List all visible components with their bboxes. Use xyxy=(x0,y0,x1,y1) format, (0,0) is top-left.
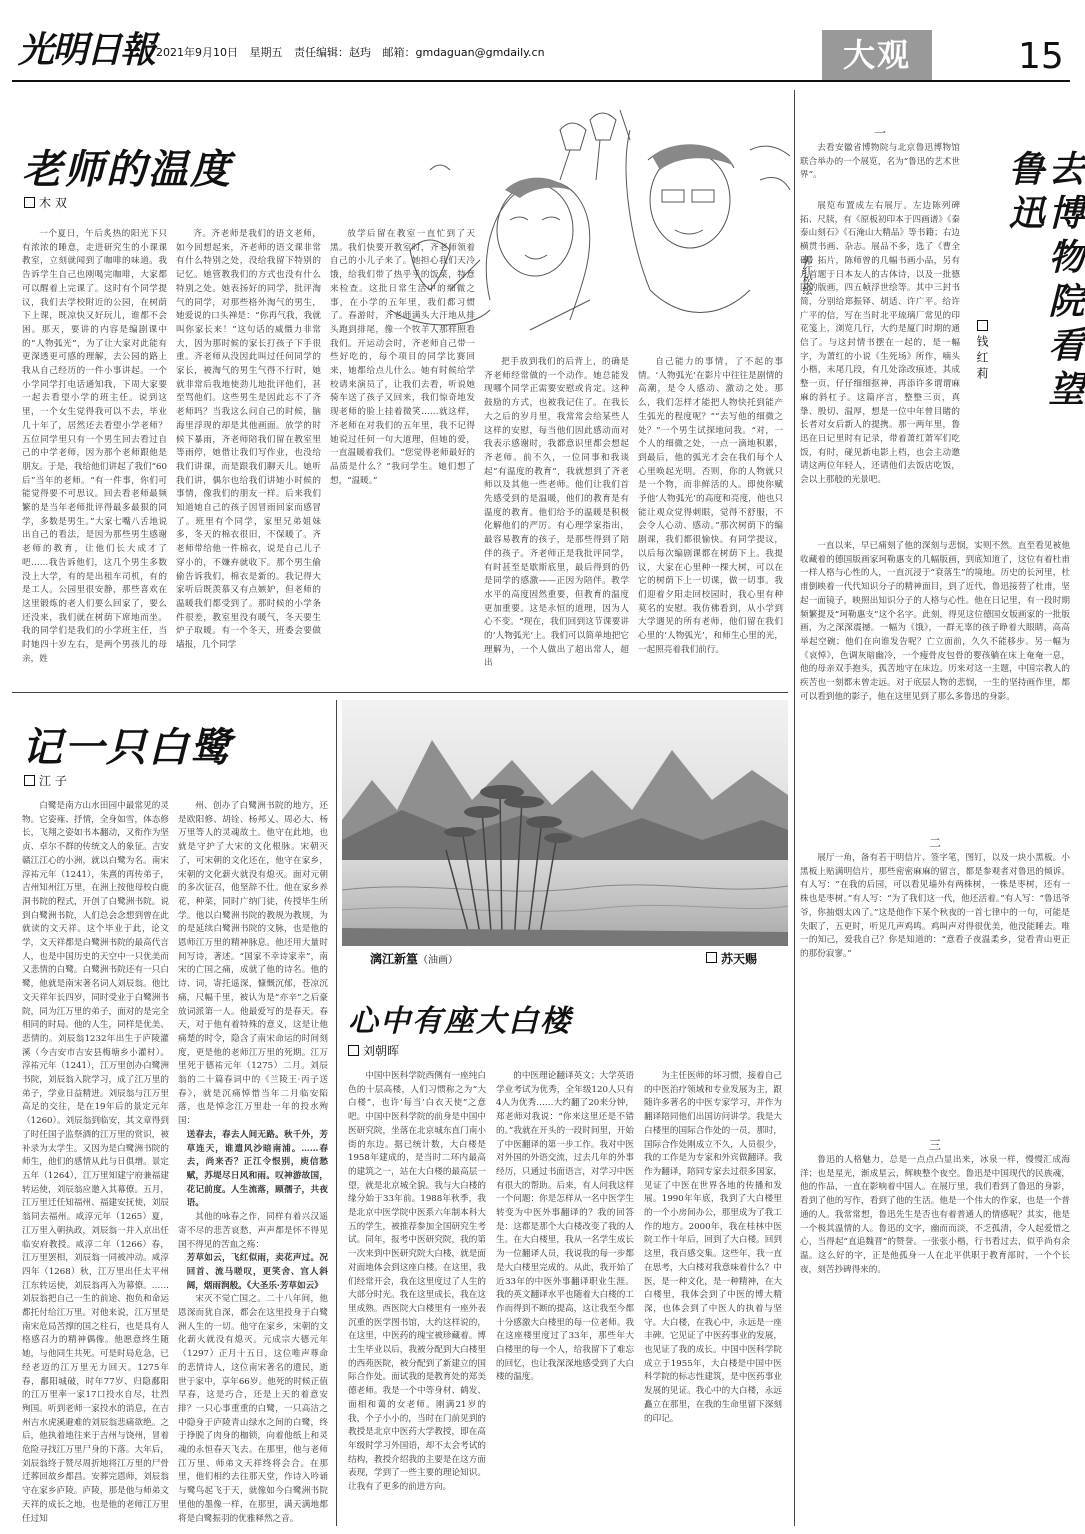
issue-date: 2021年9月10日 xyxy=(156,46,238,59)
article4-byline xyxy=(974,320,991,383)
article4-column-a: 展览布置成左右展厅。左边陈列碑拓、尺牍，有《原板初印本于四画谱》《秦泰山刻石》《石淹山大精品》等书籍；右边横贯书画、杂志。展品不多，选了《曹全碑》拓片，陈师曾的几幅书画小品，另有几首题于日本友人的古体诗，以及一批德国的版画，四五帧浮世绘等。其中三封书简，分别给郑振铎、胡适、许广平。给许广平的信，写在当时北平琉璃厂常见的印花笺上，浏览几行，大约是厦门时期的通信了。与这封情书摆在一起的，是一幅字，为萧红的小说《生死场》所作，喃头小楷，末尾几段，有几处涂改痕迹，其成整一页，仔仔细细抠神，再添许多谓谓麻麻的斜杠子。这篇序言，整整三页，真挚、殷切、温厚，想是一位中年曾目睹的长者对女后新人的提携。那一两年里，鲁迅在日记里时有记录，带着萧红萧军们吃饭，有时，碰见新电影上档，也会主动邀请这两位年轻人，还请他们去饭店吃饭，会以上那般的光景吧。 xyxy=(800,201,960,486)
painting-artist-credit xyxy=(706,950,757,967)
editor-email: 邮箱：gmdaguan@gmdaily.cn xyxy=(382,46,545,59)
article2-column-1: 白鹭是南方山水田园中最常见的灵物。它姿雍、抒情，全身如雪，体态修长，飞翔之姿如书本翻动，又衔作为坚贞、卓尔不群的传统文人的象征。吉安赣江江心的小洲，就以白鹭为名。南宋淳祐元年（1241），朱熹的再传弟子，吉州知州江万里，在洲上按他母校白鹿洞书院的程式，开创了白鹭洲书院。说到白鹭洲书院，人们总会念想到曾在此就读的文天祥。这个毕业于此，论文学，文天祥都是白鹭洲书院的最高代言人，也是中国历史的天空中一只优美而又悲情的白鹭。白鹭洲书院还有一只白鹭，他就是南宋著名词人刘辰翁。他比文天祥年长四岁，同时受业于白鹭洲书院，同为江万里的弟子，面对的是完全相同的时局。他的人生，同样是优美、悲情的。刘辰翁1232年出生于庐陵灌溪（今吉安市吉安县梅塘乡小灌村）。淳祐元年（1241），江万里创办白鹭洲书院，刘辰翁入院学习，成了江万里的弟子，学业日益精进。刘辰翁与江万里高足的交往，是在19年后的景定元年（1260）。刘辰翁到临安，其文章得到了时任国子监祭酒的江万里的赏识，被补录为太学生。又因为是白鹭洲书院的师生，他们的感情从此与日俱增。景定五年（1264），江万里知建宁府兼福建转运使，刘辰翁应邀入其幕僚。五月，江万里迁任知福州、福建安抚使，刘辰翁同去福州。咸淳元年（1265）夏，江万里入朝执政，刘辰翁一并入京出任临安府教授。咸淳二年（1266）春，江万里罢相，刘辰翁一同被冲动。咸淳四年（1268）秋，江万里出任太平州江东转运使，刘辰翁再入为幕僚。……刘辰翁把自己一生的前途、抱负和命运都托付给江万里。对他来说，江万里是南宋危局苦撑的国之柱石，也是具有人格感召力的精神偶像。他愿意终生随她，与他同生共死。可是时局危急，已经老迈的江万里无力回天。1275年春，鄱阳城破，时年77岁、归隐鄱阳的江万里率一家17口投水自尽，壮烈殉国。听到老师一家投水的消息，在吉州吉水虎溪避难的刘辰翁悲痛欲绝。之后，他执着地往来于吉州与饶州，冒着危险寻找江万里尸身的下落。大年后，刘辰翁终于赞尽周折地将江万里的尸骨迁葬回故乡都昌。安葬完恩师，刘辰翁守在家乡庐陵。庐陵，那是他与师弟文天祥的成长之地，也是他的老师江万里任过知 xyxy=(22,801,169,1524)
article1-byline xyxy=(24,194,67,211)
newspaper-logo: 光明日報 xyxy=(18,29,155,71)
article1-column-2: 齐。齐老师是我们的语文老师，如今回想起来，齐老师的语文课非常有什么特别之处，没给我留下特别的记忆。她管教我们的方式也没有什么特别之处。她表扬好的同学，批评淘气的同学，对那些格外淘气的男生，她爱说的口头禅是：“你再气我，我就叫你家长来！”这句话的威慑力非常大，因为那时候的家长打孩子下手很重。齐老师从没因此叫过任何同学的家长，被淘气的男生气得不行时，她就非常后我地使劲儿地批评他们，甚至骂他们。这些男生是因此忘不了齐老师吗？当我这么问自己的时候，脑海里浮现的却是其他画面。放学的时候下暴雨，齐老师陪我们留在教室里等雨停，她借让我们写作业，也没给我们讲课，而是跟我们聊天儿。她听我们讲，偶尔也给我们讲她小时候的事情，像我们的朋友一样。后来我们知道她自己的孩子因冒雨回家而感冒了。班里有个同学，家里兄弟姐妹多，冬天的棉衣很旧，不保暖了。齐老师带给他一件棉衣，说是自己儿子穿小的，不嫌弃就收下。那个男生偷偷告诉我们，棉衣是新的。我记得大家听后既羡慕又有点嫉妒，但老师的温暖我们都受到了。那时候的小学条件很差，教室里没有暖气，冬天要生炉子取暖。有一个冬天，班委会要做墙报，几个同学 xyxy=(176,229,321,651)
masthead-rule xyxy=(12,80,1070,82)
article1-author: 木 双 xyxy=(39,196,67,210)
article4-intro: 去看安徽省博物院与北京鲁迅博物馆联合举办的一个展览，名为“鲁迅的艺术世界”。 xyxy=(800,143,960,181)
painting-caption xyxy=(370,950,458,967)
article4-column-b: 一直以来，早已痛刻了他的深刻与悲悯，实则不然。直至看见被他收藏着的德国版画家珂勒惠支的几幅版画，到底知道了，这位有着杜甫一样人格与心性的人，一直沉浸于“衰落生”的境地。历史的长河里，杜甫倒映着一代代知识分子的精神面目，到了近代，鲁迅接替了杜甫，坚起一面镜子，映照出知识分子的人格与心性。他在日记里，有一段时期频繁提及“珂勒惠支”这个名字。此刻，得见这位德国女版画家的一批版画，为之深深震撼。一幅为《饿》，一群无辜的孩子睁着大眼睛，高高举起空碗；他们在向谁发告呢？亡立面前，久久不能移步。另一幅为《哀悼》，色调灰暗幽冷，一个瘦骨皮包骨的婴孩躺在床上奄奄一息，他的母亲双手抱头，孤苦地守在床边。历来对这一主题，中国宗教人的疾苦也一刻都未曾走远。对于底层人物的悲悯，一生的坚持画作里，都可以看到他的影子，他在这里见到了那么多鲁迅的身影。 xyxy=(800,541,1070,702)
article2-column-2: 州、创办了白鹭洲书院的地方，还是欧阳修、胡铨、杨邦乂、周必大、杨万里等人的灵魂故土。他守在此地，也就是守护了大宋的文化根脉。宋朝灭了，可宋朝的文化还在，他守在家乡，宋朝的文化薪火就没有熄灭。面对元朝的多次征召，他坚辞不仕。他在家乡养花，种菜，同时广纳门徒，传授毕生所学。他以白鹭洲书院的教规为教规，为的是延续白鹭洲书院的文脉，也是他的恩师江万里的精神脉息。他还用大量时间写诗，著述。“国家不幸诗家幸”，南宋的亡国之痛，成就了他的诗名。他的诗、词，寄托遥深，慷慨沉郁，苍凉沉痛，尺幅千里，被认为是“亦辛”之后豪放词派第一人。他最爱写的是春天。春天，对于他有着特殊的意义，这是让他痛楚的时令，隐含了南宋命运的时间刻度，更是他的老师江万里的死期。江万里死于德祐元年（1275）二月。刘辰翁的二十篇春词中的《兰陵王·丙子送春》，就是沉痛悼惜当年二月临安陷落，也是悼念江万里赴一年的投水殉国： 送春去，春去人间无路。秋千外，芳草连天，谁遣风沙暗南浦。……春去，尚来否？正江令恨别，庾信愁赋，苏堤尽日风和雨。叹神游故国，花记前度。人生流落，顾孺子，共夜语。 其他的咏春之作，同样有着兴汉遥寄不尽的悲苦哀愁，声声都是怀不得见国不得见的苦血之殇： 芳草如云，飞红似雨，卖花声过。况回首、流马嗟叹，更笑舍、宫人斜阔，烟雨润般。《大圣乐·芳草如云》 宋灭不觉亡国之。二十八年间，他恩深而犹自深，都会在这里投身于白鹭洲人生的一切。他守在家乡，宋朝的文化薪火就没有熄灭。元成宗大德元年（1297）正月十五日，这位唯声尊命的悲情诗人，这位南宋著名的遗民，逝世于家中，享年66岁。他死的时候正值早春，这是巧合，还是上天的着意安排？一只心事重重的白鹭，一只高洁之中隐身于庐陵青山绿水之间的白鹭，终于挣脱了肉身的枷锁，向着他纸上和灵魂的永恒春天飞去。在那里，他与老师江万里、师弟文天祥终将会合。在那里，他们相约去往那天堂，作诗入吟诵与鹭鸟起飞于天，就像如今白鹭洲书院里他的墨像一样，在那里，满天满地都将是白鹭振羽的优雅释然之音。 xyxy=(178,801,328,1524)
section-name: 大观 xyxy=(822,30,932,80)
column-divider-article2 xyxy=(336,700,337,1526)
article2-author: 江 子 xyxy=(39,774,67,788)
article2-poem-2: 芳草如云，飞红似雨，卖花声过。况回首、流马嗟叹，更笑舍、宫人斜阔，烟雨润般。《大圣乐·芳草如云》 xyxy=(186,1253,328,1291)
article3-title: 心中有座大白楼 xyxy=(348,1004,572,1039)
article3-column-1: 中国中医科学院西侧有一座纯白色的十层高楼，人们习惯称之为“大白楼”，也许‘每当’白衣天使”之意吧。中国中医科学院的前身是中国中医研究院，坐落在北京城东直门南小街的东边。据已统计数，大白楼是1958年建成的，是当时二环内最高的建筑之一，站在大白楼的最高层一望，就是北京城全貌。我与大白楼的缘分始于33年前。1988年秋季，我是北京中医学院中医系六年制本科大五的学生，被推荐参加全国研究生考试。同年，报考中医研究院，我的第一次来到中医研究院大白楼，就是面对面地体会到这座白楼。在这里，我们经常开会，我在这里度过了人生的大部分时光。我在这里成长，我在这里成熟。西医院大白楼里有一座外表沉重的医学图书馆，大约这样说的，在这里，中医药的瑰宝被珍藏着。博士生毕业以后，我被分配到大白楼里的西苑医院，被分配到了新建立的国际合作处。面试我的是教育处的郑美德老师。我是一个中等身材、鹤发、面相和蔼的女老师。刚满21岁的我，个子小小的，当时在门前见到的教授是北京中医药大学教授，即在高年级时学习外国语，却不太会考试的结构，教授介绍我的主要是在这方面表现，学到了一些主要的理论知识。让我有了更多的前进方向。 xyxy=(348,1071,486,1493)
article3-byline xyxy=(348,1042,399,1059)
article4-column-d: 鲁迅的人格魅力，总是一点点凸显出来，冰泉一样，慢慢汇成海洋；也是星光，渐成星云，辉映整个夜空。鲁迅是中国现代的民族魂，他的作品，一直在影响着中国人。在展厅里，我们看到了鲁迅的身影，看到了他的写作，看到了他的生活。他是一个伟大的作家，也是一个普通的人。我常常想，鲁迅先生是否也有着普通人的情感呢？其实，他是一个极其温情的人。鲁迅的文字，幽而而淡，不乏孤清，令人起爱惜之心，当得起“直追魏晋”的赞誉。一张张小楷，行书看过去，似乎尚有余温。这么好的字，正是他孤身一人在北平供职于教育部时，一个个长夜，刻苦抄碑得来的。 xyxy=(800,1155,1070,1275)
landscape-painting-icon xyxy=(342,700,788,946)
page-number: 15 xyxy=(1018,36,1064,77)
article4-title: 去博物院看望鲁迅 xyxy=(1003,150,1085,414)
article1-column-1: 一个夏日，午后炙热的阳光下只有浓浓的睡意，走进研究生的小课课教室，立刻就闻到了咖啡的味道。我告诉学生自己也刚喝完咖啡，大家都可以醒着上完课了。这时有个同学提议，我们去学校附近的公园，在树荫下上课，既凉快又好玩儿，谁都不会困。那天，要讲的内容是编剧课中的“人物弧光”，为了让大家对此能有更深透更可感的理解，去公园的路上我从自己经历的一件小事讲起。一个小学同学打电话通知我，下周大家要一起去看望小学的班主任。说到这里，一个女生觉得我可以不去，毕业几十年了，居然还去看望小学老师？五位同学里只有一个男生回去看过自己的中学老师，因为那个老师跟他是朋友。于是，我给他们讲起了我们“60后”当年的老师。“有一件事，你们可能觉得要不可思议。回去看老师最频繁的是当年老师批评得最多最狠的同学，多数是男生。”大家七嘴八舌地说出自己的看法，是因为那些男生感谢老师的教育，让他们长大成才了吧……我告诉他们，这几个男生多数没上大学，有的是出租车司机，有的是工人。公园里很安静，那些喜欢在这里锻炼的老人们要么回家了，要么还没来，我们就在树荫下席地而坐。我的同学们是我们的小学班主任，当时她四十岁左右，是两个男孩儿的母亲，姓 xyxy=(22,229,167,664)
article4-column-c: 展厅一角，备有若干明信片、签字笔，图钉，以及一块小黑板。小黑板上贴满明信片，那些密密麻麻的留言，都是参观者对鲁迅的倾诉。有人写：“在我的后园，可以看见墙外有两株树，一株是枣树，还有一株也是枣树。”有人写：“为了我们这一代，他还活着。”有人写：“鲁迅爷爷，你抽烟太凶了。”这是他作下某个秋夜的一首七律中的一句，可能是失眠了，五更时，听见几声鸡鸣。鸡叫声对得很优美，他没能睡去。唯一的知己，爱我自己？你是知道的：“意看子夜温柔乡，觉看青山更正的那份寂寥。” xyxy=(800,853,1070,959)
issue-weekday: 星期五 xyxy=(249,46,283,59)
painting-artist: 苏天赐 xyxy=(721,952,758,966)
article4-section-2: 二 xyxy=(928,836,941,850)
article3-author: 刘朝晖 xyxy=(363,1044,400,1058)
masthead-meta xyxy=(156,44,553,60)
article2-byline xyxy=(24,772,67,789)
article1-column-3: 放学后留在教室一直忙到了天黑。我们快要开教室时，齐老师领着自己的小儿子来了。她担心我们天冷饿，给我们带了热乎乎的饭菜，特意来检查。这批日常生活中的细微之事，在小学的五年里，我们都习惯了。春游时，齐老师满头大汗地从排头跑到排尾，像一个牧羊人那样照看我们。开运动会时，齐老师自己带一些好吃的，每个项目的同学比赛回来，她都给点儿什么。她有时候给学校请来演员了，让我们去看，听说她骑车送了孩子又回来，我们惊奇地发现老师的脸上挂着微笑……就这样，齐老师在对我们的五年里，我不记得她说过任何一句大道理，但她的爱，一直温暖着我们。“您觉得老师最好的品质是什么？”我问学生。她们想了想，“温暖。” xyxy=(330,229,475,486)
masthead xyxy=(0,0,1080,80)
article3-column-3: 为主任医师的坏习惯，接着自己的中医治疗领域和专业发展为主，跟随许多著名的中医专家学习，并作为翻译陪同他们出国访问讲学。我是大白楼里的国际合作处的一员，那时，国际合作处刚成立不久，人员很少，我的工作是为专家和外宾做翻译。我作为翻译，陪同专家去过很多国家，见证了中医在世界各地的传播和发展。1990年年底，我到了大白楼里的一个小房间办公，那里成为了我工作的地方。2000年，我在桂林中医院工作十年后，回到了大白楼。回到这里，我百感交集。这些年，我一直在思考，大白楼对我意味着什么？中医，是一种文化，是一种精神，在大白楼里，我体会到了中医的博大精深，也体会到了中医人的执着与坚守。大白楼，在我心中，永远是一座丰碑。它见证了中医药事业的发展，也见证了我的成长。中国中医科学院成立于1955年，大白楼是中国中医科学院的标志性建筑，是中医药事业发展的见证。我心中的大白楼，永远矗立在那里，在我的生命里留下深刻的印记。 xyxy=(644,1071,782,1424)
painting-medium: （油画） xyxy=(418,955,459,966)
article3-column-2: 的中医理论翻译英文；大学英语学业考试为优秀，全年级120人只有4人为优秀……大约翻了20来分钟，郑老师对我说：“你来这里还是不错的。”我就在开头的一段时间里，开始了中医翻译的第一步工作。我对中医对外国的外语交流，过去几年的外事经历，只通过书面语言，对学习中医有很大的帮助。后来，有人问我这样一个问题：你是怎样从一名中医学生转变为中医外事翻译的？我的回答是：这都是那个大白楼改变了我的人生。在大白楼里，我从一名学生成长为一位翻译人员，我说我的每一步都是大白楼里完成的。从此，我开始了近33年的中医外事翻译职业生涯。我的英文翻译水平也随着大白楼的工作而得到不断的提高，这让我至今都十分感激大白楼里的每一位老师。我在这座楼里度过了33年，那些年大白楼里的每一个人，给我留下了难忘的回忆，也让我深深地感受到了大白楼的温度。 xyxy=(496,1071,634,1383)
article4-section-3: 三 xyxy=(928,1138,941,1152)
article1-title: 老师的温度 xyxy=(22,146,232,193)
painting-image xyxy=(342,700,788,946)
illustrator-credit: 郭红松绘 xyxy=(800,255,811,295)
article1-bottom-rule xyxy=(12,692,788,693)
article4-section-1: 一 xyxy=(873,126,886,140)
editor-credit: 责任编辑：赵玙 xyxy=(294,46,371,59)
article1-column-4: 把手放到我们的后背上，的确是齐老师经常做的一个动作。她总能发现哪个同学正需要安慰或肯定。这种鼓励的方式，也被我记住了。在我长大之后的岁月里，我常常会给某些人这样的安慰，每当他们因此感动而对我表示感谢时，我都意识里都会想起齐老师。前不久，一位同事和我谈起“有温度的教育”，我就想到了齐老师以及其他一些老师。他们让我们首先感受到的是温暖，他们的教育是有温度的教育。他们给予的温暖是积极化解他们的严厉。有心理学家指出，最容易教育的孩子，是那些得到了陪伴的孩子。齐老师正是我批评同学，有时甚至是歇斯底里，最后得到的仍是同学的感激——正因为陪伴。教学水平的高度固然重要，但教育的温度更加重要。这是永恒的道理，因为人心不变。“现在，我们回到这节课要讲的‘人物弧光’上。我们可以简单地把它理解为，一个人做出了超出常人，超出 xyxy=(484,357,629,669)
article2-title: 记一只白鹭 xyxy=(22,724,232,771)
painting-title: 漓江新篁 xyxy=(370,952,419,966)
article4-author: 钱红莉 xyxy=(975,335,989,383)
article2-poem-1: 送春去，春去人间无路。秋千外，芳草连天，谁遣风沙暗南浦。……春去，尚来否？正江令恨别，庾信愁赋，苏堤尽日风和雨。叹神游故国，花记前度。人生流落，顾孺子，共夜语。 xyxy=(186,1129,328,1209)
article1-column-5: 自己能力的事情，了不起的事情。‘人物弧光’在影片中往往是剧情的高潮，是令人感动、激动之处。那么，我们怎样才能把人物快托到能产生弧光的程度呢？”“去写他的细微之处？”一个男生试探地问我。“对，一个人的细微之处，一点一滴地积累，到最后，他的弧光才会在我们每个人心里唤起光明。否则，你的人物就只是一个物，而非鲜活的人。即使你赋予他‘人物弧光’的高度和亮度，他也只能让观众觉得刺眼，觉得不舒服，不会令人心动、感动。”那次树荫下的编剧课，我们都很愉快。有同学提议，以后每次编剧课都在树荫下上。我提议，大家在心里种一棵大树，可以在它的树荫下上一切课，做一切事。我们迎着夕阳走回校园时，我心里有种莫名的安慰。我仿佛看到，从小学到大学遇见的所有老师，他们留在我们心里的‘人物弧光’，和师生心里的光，一起照亮着我们前行。 xyxy=(638,357,783,655)
column-divider-right xyxy=(794,90,795,1526)
